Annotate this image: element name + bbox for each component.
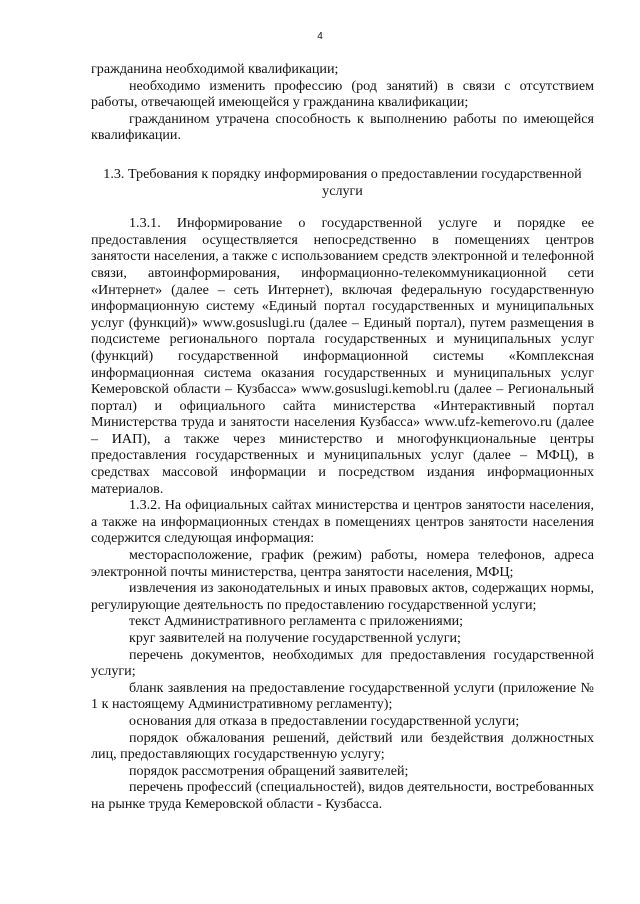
- document-body: [91, 61, 594, 813]
- paragraph-1-3-1: 1.3.1. Информирование о государственной услуге и порядке ее предоставления осуществляется непосредственно в помещениях центров занятости населения, а также с использованием средств электронной и телефонной связи, автоинформирования, информационно-телекоммуникационной сети «Интернет» (далее – сеть Интернет), включая федеральную государственную информационную систему «Единый портал государственных и муниципальных услуг (функций)» www.gosuslugi.ru (далее – Единый портал), путем размещения в подсистеме регионального портала государственных и муниципальных услуг (функций) государственной информационной системы «Комплексная информационная система оказания государственных и муниципальных услуг Кемеровской области – Кузбасса» www.gosuslugi.kemobl.ru (далее – Региональный портал) и официального сайта министерства «Интерактивный портал Министерства труда и занятости населения Кузбасса» www.ufz-kemerovo.ru (далее – ИАП), а также через министерство и многофункциональные центры предоставления государственных и муниципальных услуг (далее – МФЦ), в средствах массовой информации и посредством издания информационных материалов.: [91, 215, 594, 497]
- paragraph-change-profession: необходимо изменить профессию (род занятий) в связи с отсутствием работы, отвечающей имеющейся у гражданина квалификации;: [91, 77, 594, 111]
- list-item-professions-list: перечень профессий (специальностей), видов деятельности, востребованных на рынке труда Кемеровской области - Кузбасса.: [91, 779, 594, 812]
- paragraph-lost-ability: гражданином утрачена способность к выполнению работы по имеющейся квалификации.: [91, 110, 594, 144]
- paragraph-qualification-end: гражданина необходимой квалификации;: [91, 61, 339, 77]
- list-item-regulation-text: текст Административного регламента с приложениями;: [129, 613, 464, 630]
- list-item-appeal-procedure: порядок обжалования решений, действий или бездействия должностных лиц, предоставляющих государственную услугу;: [91, 729, 594, 763]
- section-heading: 1.3. Требования к порядку информирования о предоставлении государственной услуги: [103, 165, 582, 199]
- list-item-application-form: бланк заявления на предоставление государственной услуги (приложение № 1 к настоящему Административному регламенту);: [91, 679, 594, 713]
- list-item-documents-list: перечень документов, необходимых для предоставления государственной услуги;: [91, 646, 594, 680]
- list-item-requests-procedure: порядок рассмотрения обращений заявителей;: [129, 762, 409, 779]
- list-item-applicants: круг заявителей на получение государственной услуги;: [129, 630, 461, 646]
- list-item-refusal-grounds: основания для отказа в предоставлении государственной услуги;: [129, 712, 520, 729]
- paragraph-1-3-2: 1.3.2. На официальных сайтах министерства и центров занятости населения, а также на информационных стендах в помещениях центров занятости населения содержится следующая информация:: [91, 497, 594, 547]
- list-item-legal-extracts: извлечения из законодательных и иных правовых актов, содержащих нормы, регулирующие деятельность по предоставлению государственной услуги;: [91, 580, 594, 613]
- list-item-location-schedule: месторасположение, график (режим) работы, номера телефонов, адреса электронной почты министерства, центра занятости населения, МФЦ;: [91, 547, 594, 580]
- page-number: 4: [317, 31, 323, 42]
